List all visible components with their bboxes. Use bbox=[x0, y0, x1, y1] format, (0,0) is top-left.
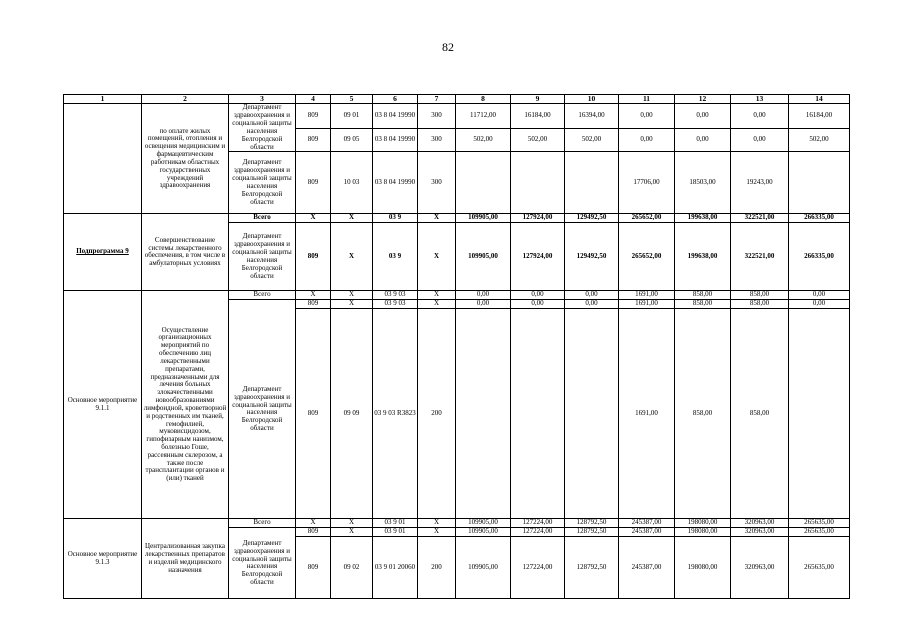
cell: 266335,00 bbox=[789, 214, 850, 223]
cell: 858,00 bbox=[731, 291, 789, 300]
cell: 09 05 bbox=[331, 129, 373, 152]
table-row bbox=[64, 214, 850, 223]
cell: 127224,00 bbox=[511, 537, 565, 599]
col-header: 4 bbox=[296, 95, 331, 104]
cell: X bbox=[331, 214, 373, 223]
cell: X bbox=[418, 519, 456, 528]
cell: 127224,00 bbox=[511, 519, 565, 528]
cell: 809 bbox=[296, 537, 331, 599]
col-header: 6 bbox=[373, 95, 418, 104]
cell: 09 02 bbox=[331, 537, 373, 599]
cell: 09 09 bbox=[331, 309, 373, 519]
cell: 109905,00 bbox=[456, 537, 511, 599]
cell: 300 bbox=[418, 129, 456, 152]
col-header: 13 bbox=[731, 95, 789, 104]
department-name: Департамент здравоохранения и социальной защиты населения Белгородской области bbox=[229, 300, 296, 519]
cell: 502,00 bbox=[565, 129, 619, 152]
cell: 265635,00 bbox=[789, 537, 850, 599]
table-row bbox=[64, 291, 850, 300]
cell: X bbox=[296, 214, 331, 223]
cell: 0,00 bbox=[731, 129, 789, 152]
table-row bbox=[64, 519, 850, 528]
cell: X bbox=[331, 223, 373, 291]
cell: 0,00 bbox=[675, 129, 731, 152]
cell: 03 9 03 bbox=[373, 300, 418, 309]
cell: 16184,00 bbox=[789, 104, 850, 129]
cell: 809 bbox=[296, 528, 331, 537]
cell: 320963,00 bbox=[731, 528, 789, 537]
cell: 1691,00 bbox=[619, 291, 675, 300]
cell: 128792,50 bbox=[565, 528, 619, 537]
cell: 11712,00 bbox=[456, 104, 511, 129]
cell: 109905,00 bbox=[456, 214, 511, 223]
cell: 0,00 bbox=[565, 291, 619, 300]
department-name: Департамент здравоохранения и социальной защиты населения Белгородской области bbox=[229, 152, 296, 214]
cell: 03 9 bbox=[373, 223, 418, 291]
cell: X bbox=[418, 300, 456, 309]
cell: 320963,00 bbox=[731, 519, 789, 528]
department-name: Департамент здравоохранения и социальной защиты населения Белгородской области bbox=[229, 104, 296, 152]
cell: 109905,00 bbox=[456, 223, 511, 291]
col-header: 7 bbox=[418, 95, 456, 104]
cell bbox=[511, 309, 565, 519]
cell: 03 9 bbox=[373, 214, 418, 223]
cell bbox=[565, 309, 619, 519]
col-header: 5 bbox=[331, 95, 373, 104]
cell: 03 8 04 19990 bbox=[373, 152, 418, 214]
cell: 322521,00 bbox=[731, 223, 789, 291]
cell: 322521,00 bbox=[731, 214, 789, 223]
cell: 19243,00 bbox=[731, 152, 789, 214]
col-header: 11 bbox=[619, 95, 675, 104]
cell: 858,00 bbox=[675, 291, 731, 300]
cell bbox=[456, 309, 511, 519]
cell: 18503,00 bbox=[675, 152, 731, 214]
cell: 858,00 bbox=[731, 300, 789, 309]
measure-name: Осуществление организационных мероприятий по обеспечению лиц лекарственными препаратами, предназначенными для лечения больных злокачественными новообразованиями лимфоидной, кроветворной и родственных им тканей, гемофилией, муковисцидозом, гипофизарным нанизмом, болезнью Гоше, рассеянным склерозом, а также после трансплантации органов и (или) тканей bbox=[142, 291, 229, 519]
measure-label: Основное мероприятие 9.1.1 bbox=[64, 291, 142, 519]
cell: 16394,00 bbox=[565, 104, 619, 129]
cell: 245387,00 bbox=[619, 537, 675, 599]
cell: 809 bbox=[296, 223, 331, 291]
cell: 129492,50 bbox=[565, 223, 619, 291]
cell: X bbox=[331, 300, 373, 309]
cell: 265652,00 bbox=[619, 223, 675, 291]
cell: X bbox=[331, 291, 373, 300]
cell: 03 8 04 19990 bbox=[373, 129, 418, 152]
cell bbox=[789, 309, 850, 519]
col-header: 12 bbox=[675, 95, 731, 104]
col-header: 14 bbox=[789, 95, 850, 104]
cell: 109905,00 bbox=[456, 528, 511, 537]
vsego-label: Всего bbox=[229, 214, 296, 223]
budget-table bbox=[63, 94, 850, 599]
cell: 200 bbox=[418, 537, 456, 599]
cell: 320963,00 bbox=[731, 537, 789, 599]
subprogram-label bbox=[64, 214, 142, 291]
header-row bbox=[64, 95, 850, 104]
cell: 0,00 bbox=[619, 129, 675, 152]
cell: 0,00 bbox=[511, 300, 565, 309]
cell: 03 9 01 20060 bbox=[373, 537, 418, 599]
vsego-label: Всего bbox=[229, 291, 296, 300]
cell bbox=[456, 152, 511, 214]
department-name: Департамент здравоохранения и социальной защиты населения Белгородской области bbox=[229, 223, 296, 291]
cell: 0,00 bbox=[456, 300, 511, 309]
cell: 245387,00 bbox=[619, 519, 675, 528]
cell: X bbox=[331, 519, 373, 528]
cell: 03 9 03 bbox=[373, 291, 418, 300]
cell: 1691,00 bbox=[619, 300, 675, 309]
table-row bbox=[64, 104, 850, 129]
subprogram-label-text: Подпрограмма 9 bbox=[76, 247, 129, 256]
cell: 0,00 bbox=[675, 104, 731, 129]
row-label-cell bbox=[64, 104, 142, 214]
cell: X bbox=[331, 528, 373, 537]
cell: 198080,00 bbox=[675, 537, 731, 599]
cell: 300 bbox=[418, 104, 456, 129]
cell: 127224,00 bbox=[511, 528, 565, 537]
cell: 127924,00 bbox=[511, 223, 565, 291]
cell: 127924,00 bbox=[511, 214, 565, 223]
col-header: 9 bbox=[511, 95, 565, 104]
cell: 0,00 bbox=[565, 300, 619, 309]
cell: 858,00 bbox=[731, 309, 789, 519]
cell: 858,00 bbox=[675, 309, 731, 519]
cell: X bbox=[418, 214, 456, 223]
col-header: 8 bbox=[456, 95, 511, 104]
measure-label: Основное мероприятие 9.1.3 bbox=[64, 519, 142, 599]
cell: 03 9 03 R3823 bbox=[373, 309, 418, 519]
vsego-label: Всего bbox=[229, 519, 296, 528]
cell: 265652,00 bbox=[619, 214, 675, 223]
cell: 502,00 bbox=[511, 129, 565, 152]
cell: 198080,00 bbox=[675, 519, 731, 528]
cell: 129492,50 bbox=[565, 214, 619, 223]
cell: 17706,00 bbox=[619, 152, 675, 214]
col-header: 10 bbox=[565, 95, 619, 104]
col-header: 1 bbox=[64, 95, 142, 104]
cell: 245387,00 bbox=[619, 528, 675, 537]
page-number: 82 bbox=[442, 40, 454, 54]
cell: 809 bbox=[296, 152, 331, 214]
cell: 128792,50 bbox=[565, 519, 619, 528]
cell: 809 bbox=[296, 104, 331, 129]
cell: 300 bbox=[418, 152, 456, 214]
cell: X bbox=[418, 528, 456, 537]
cell: 199638,00 bbox=[675, 214, 731, 223]
cell: X bbox=[296, 519, 331, 528]
cell: 0,00 bbox=[789, 291, 850, 300]
cell: 265635,00 bbox=[789, 519, 850, 528]
cell: 0,00 bbox=[456, 291, 511, 300]
cell: X bbox=[418, 223, 456, 291]
department-name: Департамент здравоохранения и социальной защиты населения Белгородской области bbox=[229, 528, 296, 599]
cell: 809 bbox=[296, 300, 331, 309]
cell: 16184,00 bbox=[511, 104, 565, 129]
cell: 502,00 bbox=[789, 129, 850, 152]
cell: 03 9 01 bbox=[373, 528, 418, 537]
cell: X bbox=[296, 291, 331, 300]
cell: 10 03 bbox=[331, 152, 373, 214]
cell: X bbox=[418, 291, 456, 300]
cell: 0,00 bbox=[789, 300, 850, 309]
cell: 03 8 04 19990 bbox=[373, 104, 418, 129]
cell: 809 bbox=[296, 129, 331, 152]
cell: 266335,00 bbox=[789, 223, 850, 291]
cell: 03 9 01 bbox=[373, 519, 418, 528]
col-header: 3 bbox=[229, 95, 296, 104]
measure-name: Централизованная закупка лекарственных препаратов и изделий медицинского назначения bbox=[142, 519, 229, 599]
cell: 0,00 bbox=[731, 104, 789, 129]
cell: 109905,00 bbox=[456, 519, 511, 528]
cell: 858,00 bbox=[675, 300, 731, 309]
cell bbox=[565, 152, 619, 214]
cell: 0,00 bbox=[511, 291, 565, 300]
cell: 809 bbox=[296, 309, 331, 519]
col-header: 2 bbox=[142, 95, 229, 104]
cell: 265635,00 bbox=[789, 528, 850, 537]
cell: 198080,00 bbox=[675, 528, 731, 537]
cell: 128792,50 bbox=[565, 537, 619, 599]
cell: 1691,00 bbox=[619, 309, 675, 519]
cell bbox=[789, 152, 850, 214]
cell: 09 01 bbox=[331, 104, 373, 129]
cell: 0,00 bbox=[619, 104, 675, 129]
cell: 200 bbox=[418, 309, 456, 519]
cell bbox=[511, 152, 565, 214]
cell: 502,00 bbox=[456, 129, 511, 152]
cell: 199638,00 bbox=[675, 223, 731, 291]
measure-name: по оплате жилых помещений, отопления и освещения медицинским и фармацевтическим работникам областных государственных учреждений здравоохранения bbox=[142, 104, 229, 214]
subprogram-name: Совершенствование системы лекарственного обеспечения, в том числе в амбулаторных условиях bbox=[142, 214, 229, 291]
